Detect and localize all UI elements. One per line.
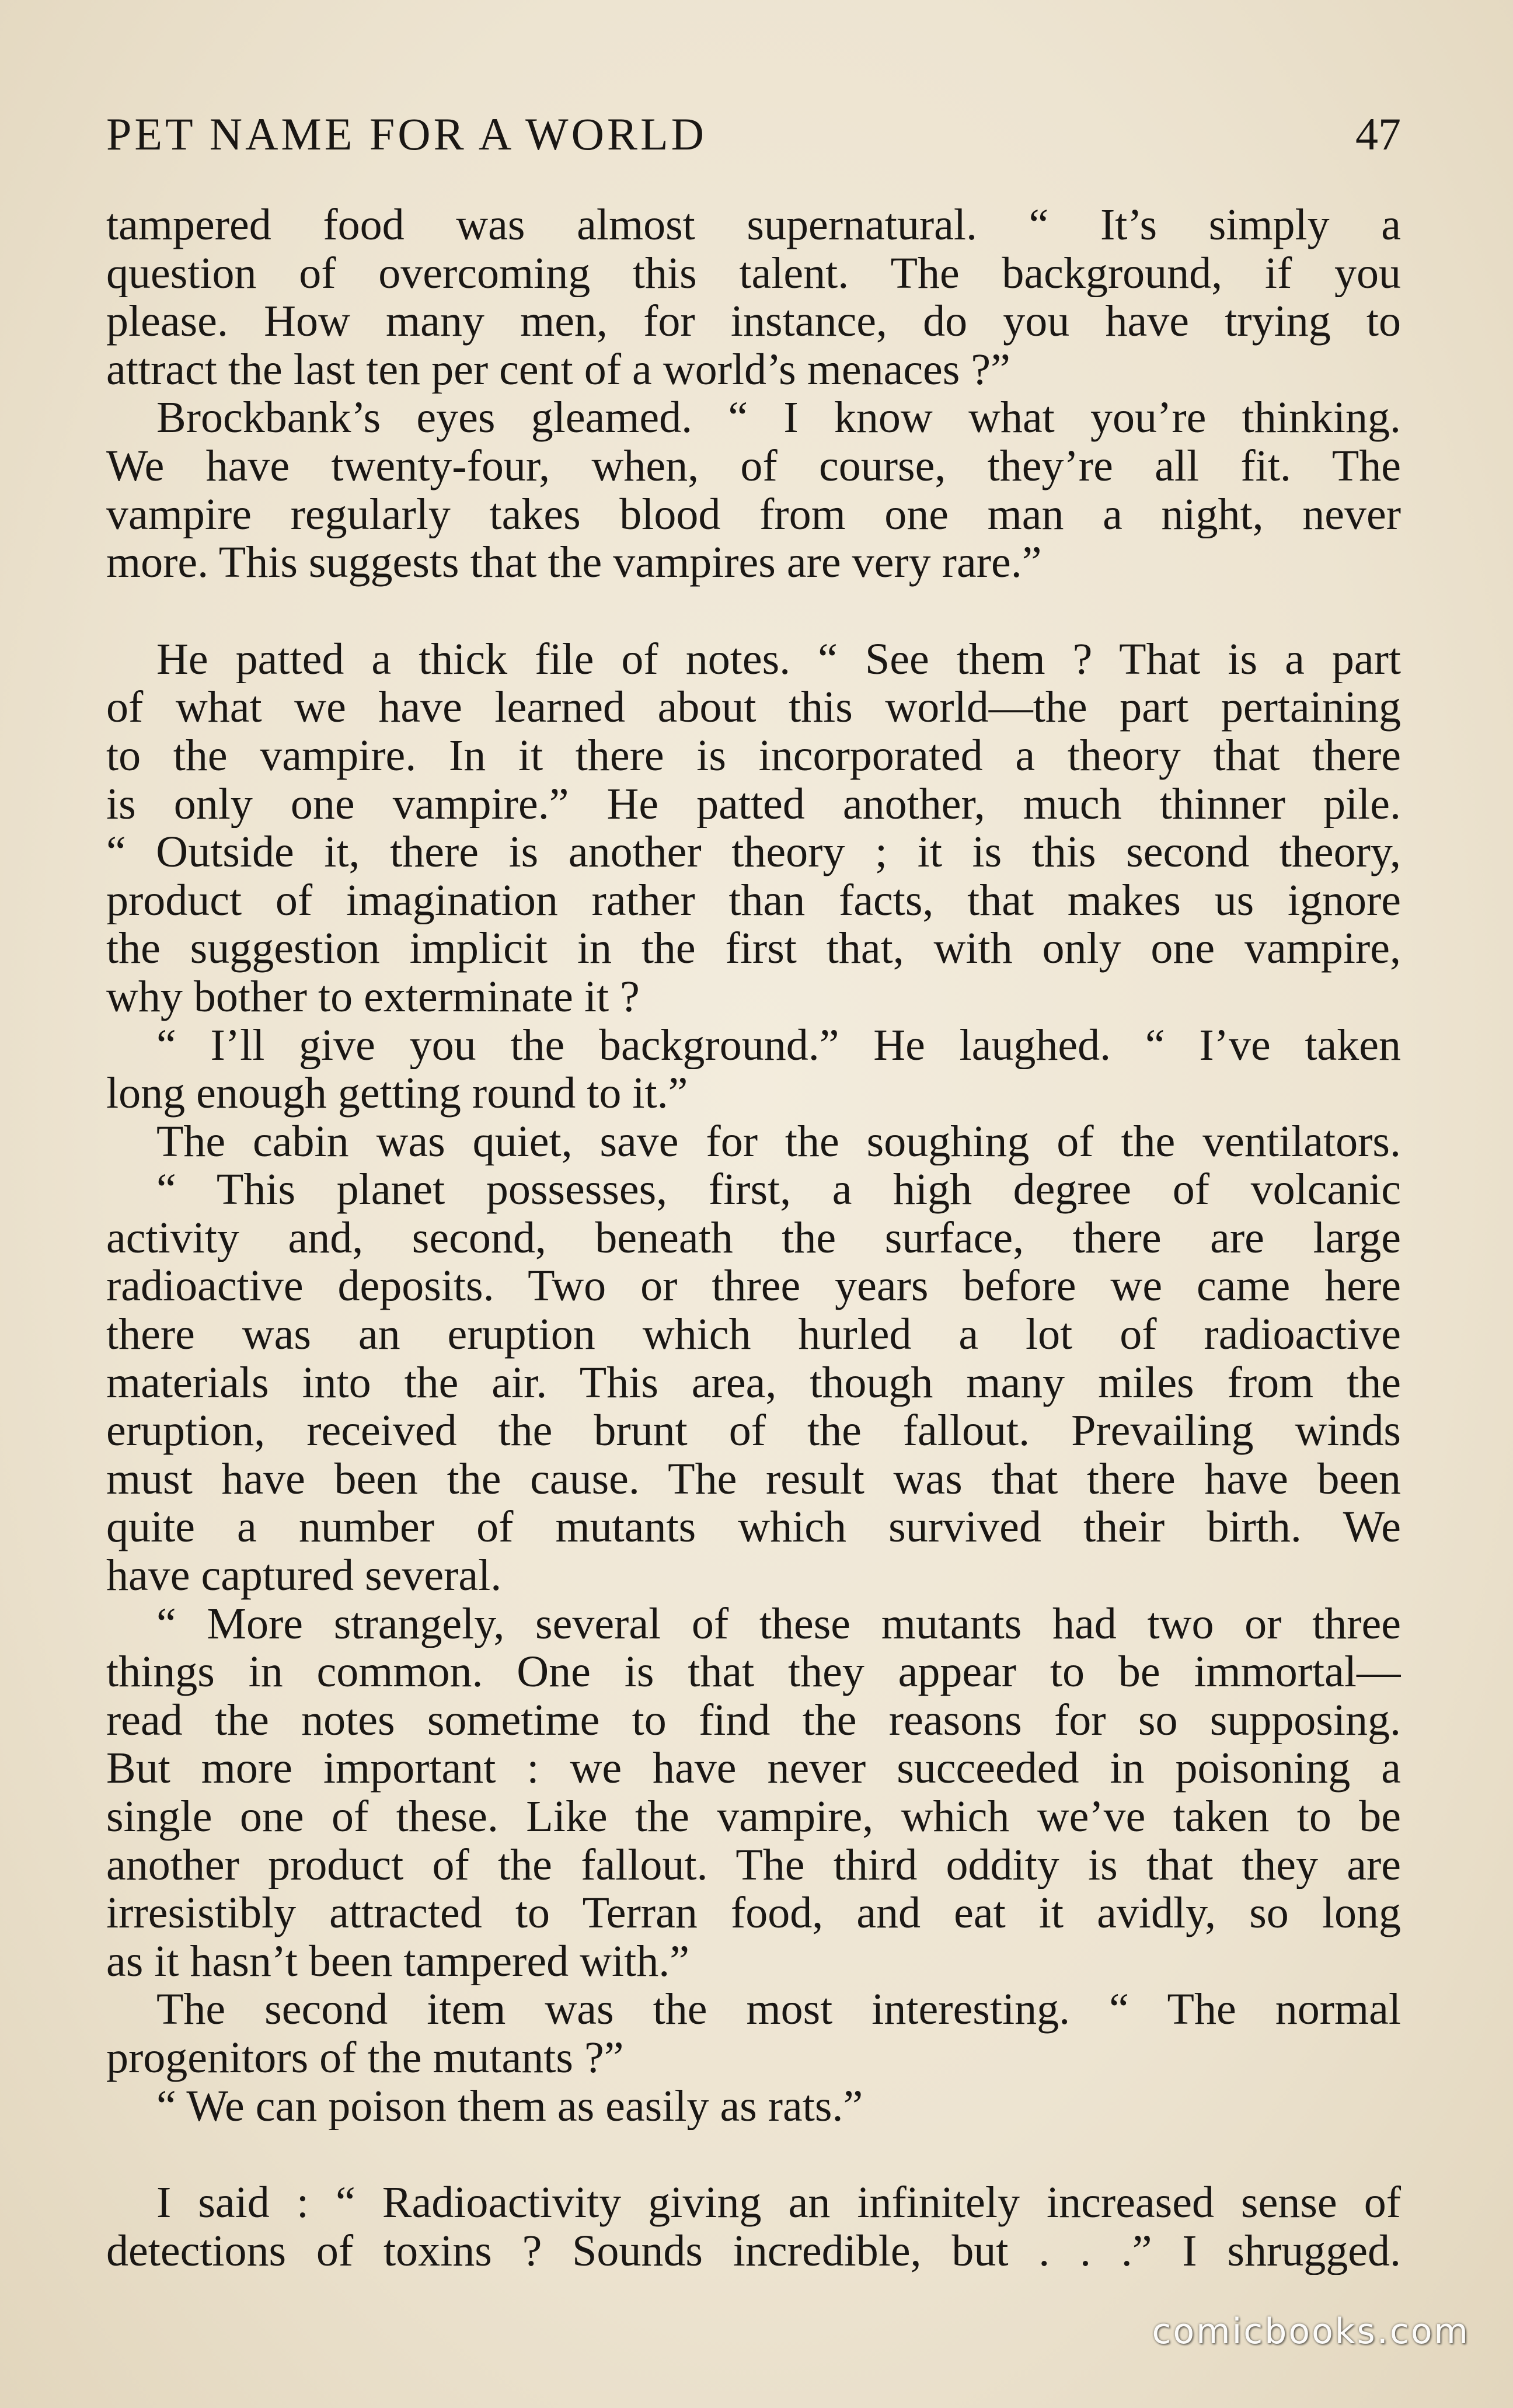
text-line: I said : “ Radioactivity giving an infinitely increased sense of bbox=[156, 2179, 1401, 2227]
text-line: irresistibly attracted to Terran food, and eat it avidly, so long bbox=[106, 1889, 1401, 1937]
text-line: eruption, received the brunt of the fallout. Prevailing winds bbox=[106, 1407, 1401, 1455]
text-line: progenitors of the mutants ?” bbox=[106, 2033, 624, 2082]
text-line: He patted a thick file of notes. “ See them ? That is a part bbox=[156, 635, 1401, 684]
text-line: as it hasn’t been tampered with.” bbox=[106, 1937, 689, 1986]
text-line: The cabin was quiet, save for the soughing of the ventilators. bbox=[156, 1117, 1401, 1166]
text-line: product of imagination rather than facts, that makes us ignore bbox=[106, 876, 1401, 925]
text-line: of what we have learned about this world—the part pertaining bbox=[106, 683, 1401, 732]
text-line: radioactive deposits. Two or three years before we came here bbox=[106, 1262, 1401, 1311]
text-line: to the vampire. In it there is incorporated a theory that there bbox=[106, 731, 1401, 780]
text-line: have captured several. bbox=[106, 1551, 502, 1600]
text-line: “ Outside it, there is another theory ; it is this second theory, bbox=[106, 828, 1401, 876]
text-line: more. This suggests that the vampires are very rare.” bbox=[106, 538, 1042, 587]
text-line: materials into the air. This area, though many miles from the bbox=[106, 1358, 1401, 1407]
text-line: “ This planet possesses, first, a high degree of volcanic bbox=[156, 1165, 1401, 1214]
page-header bbox=[106, 105, 1401, 163]
text-line: please. How many men, for instance, do you have trying to bbox=[106, 297, 1401, 346]
text-line: “ We can poison them as easily as rats.” bbox=[156, 2082, 863, 2131]
text-line: The second item was the most interesting. “ The normal bbox=[156, 1985, 1401, 2034]
text-line: is only one vampire.” He patted another, much thinner pile. bbox=[106, 780, 1401, 829]
text-line: read the notes sometime to find the reasons for so supposing. bbox=[106, 1696, 1401, 1745]
paragraph-gap bbox=[106, 2130, 1401, 2179]
text-line: Brockbank’s eyes gleamed. “ I know what you’re thinking. bbox=[156, 394, 1401, 442]
running-title: PET NAME FOR A WORLD bbox=[106, 109, 707, 159]
text-line: why bother to exterminate it ? bbox=[106, 972, 640, 1021]
page-number: 47 bbox=[1355, 109, 1401, 159]
text-line: things in common. One is that they appear to be immortal— bbox=[106, 1648, 1401, 1696]
text-line: We have twenty-four, when, of course, they’re all fit. The bbox=[106, 441, 1401, 490]
text-line: “ I’ll give you the background.” He laughed. “ I’ve taken bbox=[156, 1021, 1401, 1070]
text-line: “ More strangely, several of these mutants had two or three bbox=[156, 1599, 1401, 1648]
text-line: another product of the fallout. The third oddity is that they are bbox=[106, 1840, 1401, 1889]
text-line: tampered food was almost supernatural. “ It’s simply a bbox=[106, 201, 1401, 249]
text-line: the suggestion implicit in the first that, with only one vampire, bbox=[106, 924, 1401, 973]
text-line: quite a number of mutants which survived their birth. We bbox=[106, 1503, 1401, 1552]
text-line: single one of these. Like the vampire, which we’ve taken to be bbox=[106, 1793, 1401, 1841]
text-line: must have been the cause. The result was that there have been bbox=[106, 1454, 1401, 1504]
text-line: But more important : we have never succeeded in poisoning a bbox=[106, 1744, 1401, 1793]
text-line: vampire regularly takes blood from one man a night, never bbox=[106, 490, 1401, 539]
page-text bbox=[106, 201, 1401, 2275]
text-line: detections of toxins ? Sounds incredible, but . . .” I shrugged. bbox=[106, 2226, 1401, 2275]
text-line: there was an eruption which hurled a lot of radioactive bbox=[106, 1310, 1401, 1359]
watermark: comicbooks.com bbox=[1152, 2311, 1470, 2352]
text-line: activity and, second, beneath the surface, there are large bbox=[106, 1213, 1401, 1262]
text-line: long enough getting round to it.” bbox=[106, 1069, 688, 1118]
text-line: attract the last ten per cent of a world’s menaces ?” bbox=[106, 345, 1010, 394]
paragraph-gap bbox=[106, 587, 1401, 635]
text-line: question of overcoming this talent. The background, if you bbox=[106, 249, 1401, 298]
